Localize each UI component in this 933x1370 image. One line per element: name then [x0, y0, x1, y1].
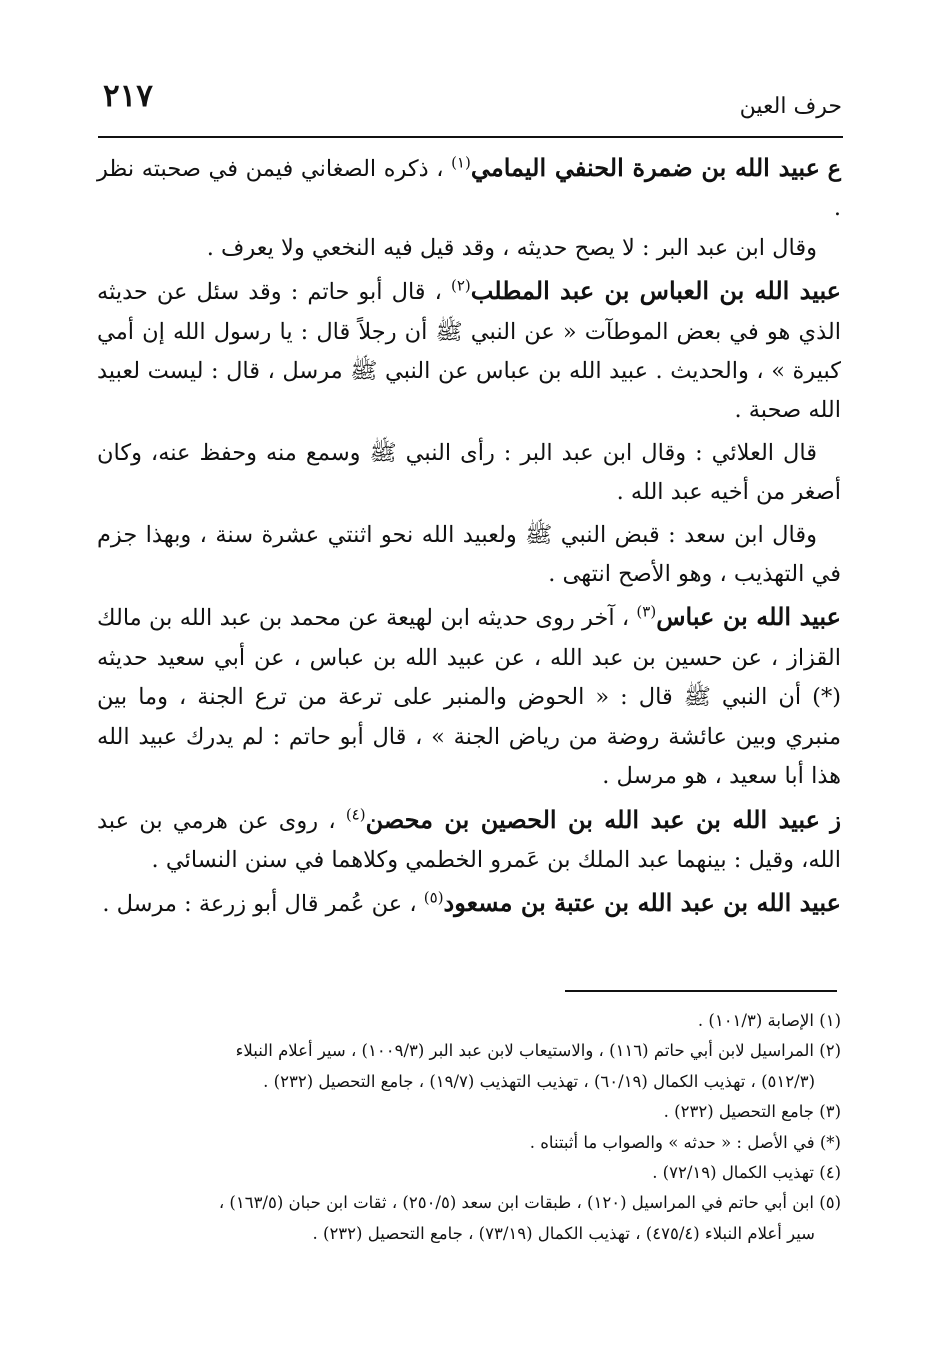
- footnote: (*) في الأصل : « حدثه » والصواب ما أثبتناه .: [529, 1132, 841, 1152]
- entry-name: عبيد الله بن عباس: [656, 602, 841, 632]
- footnote-continuation: (٥١٢/٣) ، تهذيب الكمال (٦٠/١٩) ، تهذيب التهذيب (١٩/٧) ، جامع التحصيل (٢٣٢) .: [263, 1071, 815, 1091]
- entry-paragraph: [97, 229, 841, 268]
- footnote-ref: (١): [451, 153, 471, 172]
- footnote: (٢) المراسيل لابن أبي حاتم (١١٦) ، والاستيعاب لابن عبد البر (١٠٠٩/٣) ، سير أعلام النبلاء: [235, 1041, 841, 1061]
- entry-paragraph: [97, 271, 841, 431]
- footnote-continuation: سير أعلام النبلاء (٤٧٥/٤) ، تهذيب الكمال (٧٣/١٩) ، جامع التحصيل (٢٣٢) .: [312, 1223, 815, 1243]
- footnote-ref: (٢): [450, 276, 471, 295]
- entry-paragraph: [97, 597, 841, 796]
- footnote: (٣) جامع التحصيل (٢٣٢) .: [663, 1102, 841, 1122]
- main-text: [97, 148, 841, 925]
- entry-text: ، روى عن هرمي بن عبد الله، وقيل : بينهما عبد الملك بن عَمرو الخطمي وكلاهما في سنن النسائي .: [97, 807, 841, 873]
- footnote: (١) الإصابة (١٠١/٣) .: [697, 1011, 841, 1030]
- entry-marker: ز: [830, 807, 842, 834]
- footnote-ref: (٣): [636, 602, 657, 621]
- entry-paragraph: [97, 883, 841, 924]
- running-title: حرف العين: [739, 94, 842, 119]
- footnote: (٥) ابن أبي حاتم في المراسيل (١٢٠) ، طبقات ابن سعد (٢٥٠/٥) ، ثقات ابن حبان (١٦٣/٥) ،: [218, 1193, 841, 1213]
- page-number: ٢١٧: [103, 78, 153, 114]
- entry-name: عبيد الله بن عبد الله بن الحصين بن محصن: [365, 804, 820, 834]
- entry-text: وقال ابن عبد البر : لا يصح حديثه ، وقد قيل فيه النخعي ولا يعرف .: [206, 234, 817, 261]
- entry-paragraph: [97, 800, 841, 881]
- footnotes: [100, 1006, 841, 1249]
- entry-paragraph: [97, 434, 841, 513]
- entry-text: ، ذكره الصغاني فيمن في صحبته نظر .: [97, 156, 841, 222]
- entry-text: ، آخر روى حديثه ابن لهيعة عن محمد بن عبد الله بن مالك القزاز ، عن حسين بن عبد الله ، عن عبيد الله بن عباس ، عن أبي سعيد حديثه (*) أن النبي ﷺ قال : « الحوض والمنبر على ترعة من ترع الجنة ، وما بين منبري وبين عائشة روضة من رياض الجنة » ، قال أبو حاتم : لم يدرك عبيد الله هذا أبا سعيد ، هو مرسل .: [97, 605, 841, 790]
- entry-marker: ع: [827, 156, 841, 182]
- entry-text: ، قال أبو حاتم : وقد سئل عن حديثه الذي هو في بعض الموطآت « عن النبي ﷺ أن رجلاً قال : يا رسول الله إن أمي كبيرة » ، والحديث . عبيد الله بن عباس عن النبي ﷺ مرسل ، قال : ليست لعبيد الله صحبة .: [97, 279, 841, 424]
- footnote: (٤) تهذيب الكمال (٧٢/١٩) .: [652, 1163, 841, 1183]
- footnote-ref: (٤): [345, 805, 366, 823]
- entry-name: عبيد الله بن العباس بن عبد المطلب: [470, 276, 842, 306]
- entry-paragraph: [97, 148, 841, 229]
- footnote-rule: [565, 990, 837, 992]
- entry-text: قال العلائي : وقال ابن عبد البر : رأى النبي ﷺ وسمع منه وحفظ عنه، وكان أصغر من أخيه عبد الله .: [97, 439, 841, 506]
- entry-text: وقال ابن سعد : قبض النبي ﷺ ولعبيد الله نحو اثنتي عشرة سنة ، وبهذا جزم في التهذيب ، وهو الأصح انتهى .: [97, 521, 841, 588]
- entry-name: عبيد الله بن ضمرة الحنفي اليمامي: [470, 153, 820, 182]
- footnote-ref: (٥): [423, 888, 444, 907]
- entry-name: عبيد الله بن عبد الله بن عتبة بن مسعود: [443, 888, 841, 918]
- header-rule: [98, 136, 843, 138]
- entry-text: ، عن عُمر قال أبو زرعة : مرسل .: [102, 891, 417, 918]
- entry-paragraph: [97, 516, 841, 595]
